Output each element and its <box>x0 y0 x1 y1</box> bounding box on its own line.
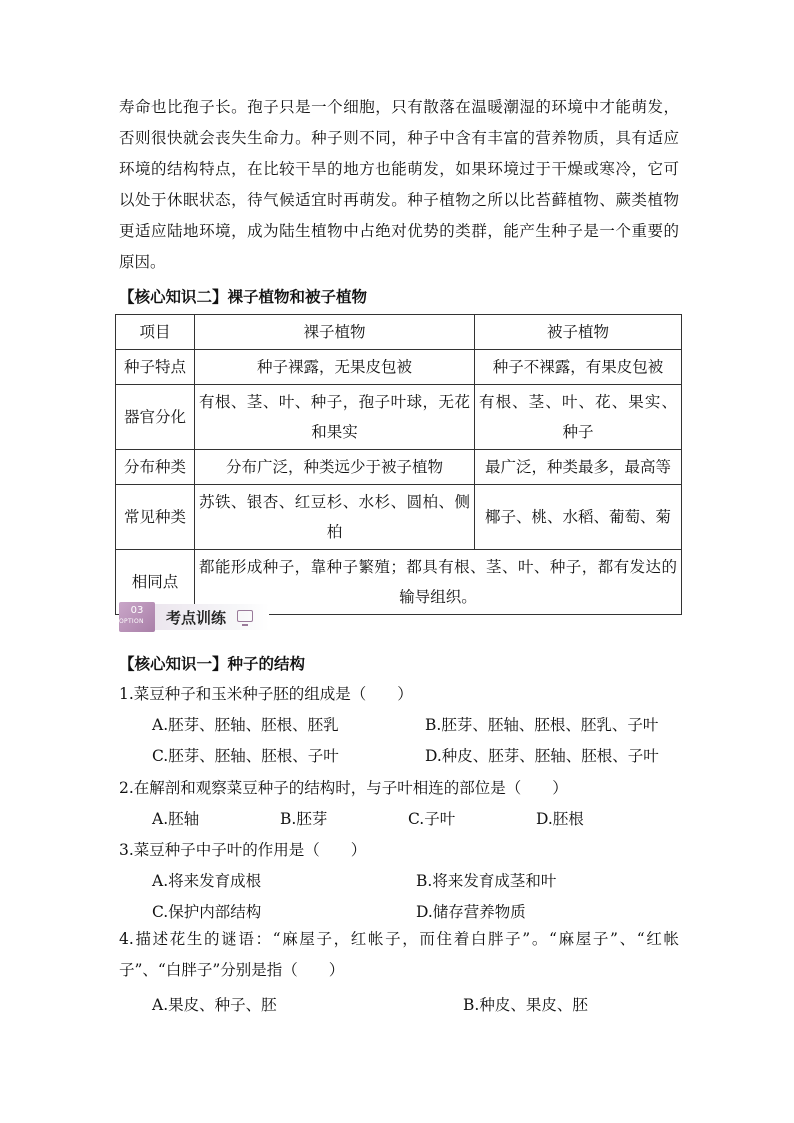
table-row-label: 器官分化 <box>116 385 195 450</box>
table-row-label: 种子特点 <box>116 350 195 385</box>
intro-paragraph <box>119 92 679 278</box>
question-4-option-a[interactable]: A.果皮、种子、胚 <box>152 996 277 1014</box>
table-cell-common: 都能形成种子，靠种子繁殖；都具有根、茎、叶、种子，都有发达的输导组织。 <box>195 550 682 615</box>
question-3-option-a[interactable]: A.将来发育成根 <box>152 872 262 890</box>
paragraph-line: 以处于休眠状态，待气候适宜时再萌发。种子植物之所以比苔藓植物、蕨类植物 <box>119 191 679 209</box>
table-row <box>116 385 682 450</box>
table-header-cell: 被子植物 <box>475 315 682 350</box>
section-title-knowledge-1: 【核心知识一】种子的结构 <box>119 654 306 673</box>
question-3-stem: 3.菜豆种子中子叶的作用是（ ） <box>119 841 367 859</box>
table-row <box>116 350 682 385</box>
question-2-option-b[interactable]: B.胚芽 <box>280 810 328 828</box>
table-cell-angiosperm: 有根、茎、叶、花、果实、种子 <box>475 385 682 450</box>
table-row-label: 相同点 <box>116 550 195 615</box>
monitor-icon <box>237 610 253 622</box>
question-1-option-b[interactable]: B.胚芽、胚轴、胚根、胚乳、子叶 <box>425 716 659 734</box>
banner-sub: OPTION <box>119 618 144 625</box>
question-2-option-c[interactable]: C.子叶 <box>408 810 456 828</box>
paragraph-line: 原因。 <box>119 253 166 271</box>
question-1-option-d[interactable]: D.种皮、胚芽、胚轴、胚根、子叶 <box>425 747 659 765</box>
question-2-option-a[interactable]: A.胚轴 <box>152 810 200 828</box>
paragraph-line: 更适应陆地环境，成为陆生植物中占绝对优势的类群，能产生种子是一个重要的 <box>119 222 679 240</box>
section-banner <box>119 600 269 634</box>
question-4-option-b[interactable]: B.种皮、果皮、胚 <box>463 996 588 1014</box>
table-row-label: 分布种类 <box>116 450 195 485</box>
table-header-row <box>116 315 682 350</box>
table-cell-angiosperm: 最广泛，种类最多，最高等 <box>475 450 682 485</box>
question-3-option-d[interactable]: D.储存营养物质 <box>416 903 526 921</box>
paragraph-line: 寿命也比孢子长。孢子只是一个细胞，只有散落在温暖潮湿的环境中才能萌发， <box>119 98 679 116</box>
question-2-stem: 2.在解剖和观察菜豆种子的结构时，与子叶相连的部位是（ ） <box>119 779 568 797</box>
question-4-stem-line: 子”、“白胖子”分别是指（ ） <box>119 961 345 979</box>
paragraph-line: 否则很快就会丧失生命力。种子则不同，种子中含有丰富的营养物质，具有适应 <box>119 129 679 147</box>
question-2-option-d[interactable]: D.胚根 <box>536 810 584 828</box>
question-1-option-c[interactable]: C.胚芽、胚轴、胚根、子叶 <box>152 747 339 765</box>
question-1-stem: 1.菜豆种子和玉米种子胚的组成是（ ） <box>119 685 413 703</box>
question-1-option-a[interactable]: A.胚芽、胚轴、胚根、胚乳 <box>152 716 339 734</box>
question-3-option-b[interactable]: B.将来发育成茎和叶 <box>416 872 557 890</box>
paragraph-line: 环境的结构特点，在比较干旱的地方也能萌发，如果环境过于干燥或寒冷，它可 <box>119 160 679 178</box>
table-cell-gymnosperm: 分布广泛，种类远少于被子植物 <box>195 450 475 485</box>
section-title-knowledge-2: 【核心知识二】裸子植物和被子植物 <box>119 287 368 306</box>
table-row <box>116 485 682 550</box>
table-cell-gymnosperm: 有根、茎、叶、种子，孢子叶球，无花和果实 <box>195 385 475 450</box>
table-row <box>116 450 682 485</box>
banner-badge <box>119 602 155 632</box>
question-3-option-c[interactable]: C.保护内部结构 <box>152 903 262 921</box>
banner-label: 考点训练 <box>166 609 227 627</box>
table-cell-gymnosperm: 苏铁、银杏、红豆杉、水杉、圆柏、侧柏 <box>195 485 475 550</box>
question-4-stem <box>119 924 679 986</box>
table-cell-angiosperm: 椰子、桃、水稻、葡萄、菊 <box>475 485 682 550</box>
table-cell-gymnosperm: 种子裸露，无果皮包被 <box>195 350 475 385</box>
table-cell-angiosperm: 种子不裸露，有果皮包被 <box>475 350 682 385</box>
comparison-table <box>115 314 682 615</box>
banner-number: 03 <box>130 605 144 616</box>
question-4-stem-line: 4.描述花生的谜语：“麻屋子，红帐子，而住着白胖子”。“麻屋子”、“红帐 <box>119 930 679 948</box>
table-header-cell: 裸子植物 <box>195 315 475 350</box>
table-row-label: 常见种类 <box>116 485 195 550</box>
table-header-cell: 项目 <box>116 315 195 350</box>
